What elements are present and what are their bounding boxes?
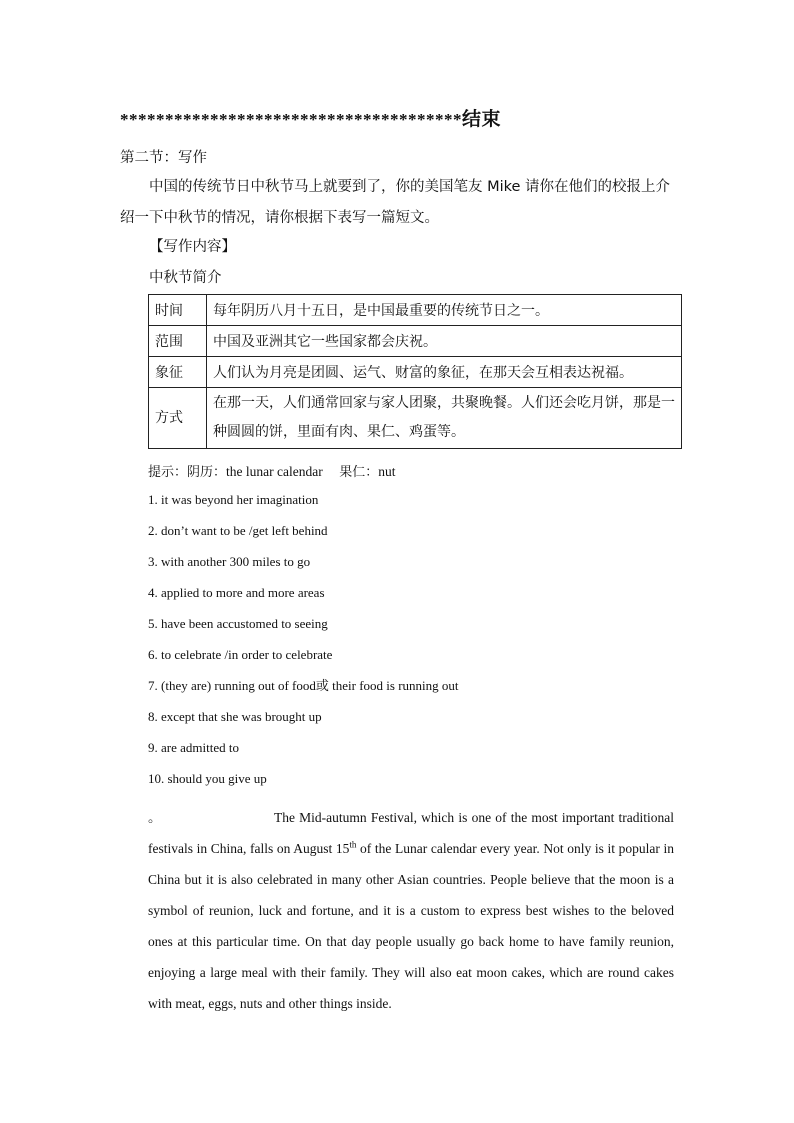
essay-text-part2: of the Lunar calendar every year. Not only is it popular in China but it is also celebrated in many other Asian countries. People believe that the moon is a symbol of reunion, luck and fortune, and it is a custom to express best wishes to the beloved ones at this particular time. On that day people usually go back home to have family reunion, enjoying a large meal with their family. They will also eat moon cakes, which are round cakes with meat, eggs, nuts and other things inside. <box>148 841 674 1011</box>
table-key-cell: 范围 <box>149 326 207 357</box>
table-row <box>149 357 682 388</box>
separator-end-label: 结束 <box>462 109 502 130</box>
festival-info-table <box>148 294 682 449</box>
table-title: 中秋节简介 <box>149 270 222 286</box>
list-item: 7. (they are) running out of food或 their food is running out <box>148 678 459 693</box>
table-row <box>149 388 682 449</box>
list-item: 4. applied to more and more areas <box>148 585 325 600</box>
table-key-cell: 时间 <box>149 295 207 326</box>
list-item: 8. except that she was brought up <box>148 709 322 724</box>
sample-essay <box>148 802 674 1019</box>
section-title: 第二节：写作 <box>120 150 207 166</box>
intro-paragraph: 中国的传统节日中秋节马上就要到了，你的美国笔友 Mike 请你在他们的校报上介绍一下中秋节的情况，请你根据下表写一篇短文。 <box>120 179 671 226</box>
essay-superscript: th <box>349 839 357 850</box>
hint-label: 提示：阴历： <box>148 465 227 480</box>
essay-leading-mark: 。 <box>148 810 162 825</box>
table-row <box>149 326 682 357</box>
answer-list <box>148 490 688 800</box>
essay-text-part1: The Mid-autumn Festival, which is one of the most important traditional festivals in China, falls on August 15 <box>148 810 674 856</box>
list-item: 6. to celebrate /in order to celebrate <box>148 647 333 662</box>
separator-stars: ************************************** <box>120 110 462 129</box>
table-key-cell: 方式 <box>149 388 207 449</box>
table-value-cell: 人们认为月亮是团圆、运气、财富的象征，在那天会互相表达祝福。 <box>207 357 682 388</box>
list-item: 10. should you give up <box>148 771 267 786</box>
list-item: 1. it was beyond her imagination <box>148 492 319 507</box>
table-value-cell: 在那一天，人们通常回家与家人团聚，共聚晚餐。人们还会吃月饼，那是一种圆圆的饼，里面有肉、果仁、鸡蛋等。 <box>207 388 682 449</box>
list-item: 9. are admitted to <box>148 740 239 755</box>
hint-mid-label: 果仁： <box>339 465 379 480</box>
hint-term-lunar: the lunar calendar <box>226 464 323 479</box>
table-key-cell: 象征 <box>149 357 207 388</box>
table-value-cell: 中国及亚洲其它一些国家都会庆祝。 <box>207 326 682 357</box>
list-item: 3. with another 300 miles to go <box>148 554 311 569</box>
hint-term-nut: nut <box>378 464 396 479</box>
list-item: 2. don’t want to be /get left behind <box>148 523 328 538</box>
writing-content-heading: 【写作内容】 <box>149 239 236 255</box>
list-item: 5. have been accustomed to seeing <box>148 616 328 631</box>
table-row <box>149 295 682 326</box>
hint-line <box>148 461 396 480</box>
separator-line <box>120 104 680 131</box>
table-value-cell: 每年阴历八月十五日，是中国最重要的传统节日之一。 <box>207 295 682 326</box>
